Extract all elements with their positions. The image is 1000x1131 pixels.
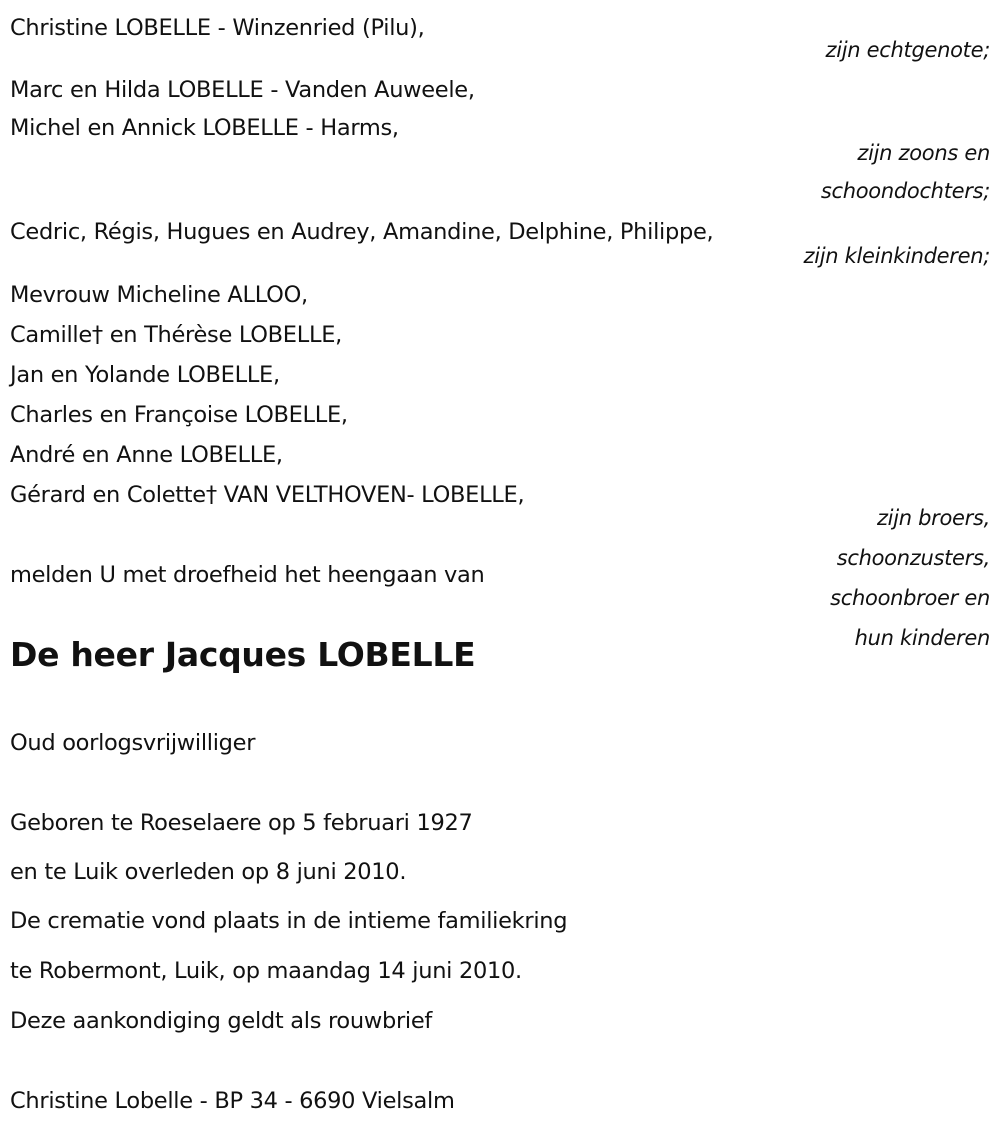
siblings-role: schoonbroer en [830, 586, 990, 610]
sibling-line: André en Anne LOBELLE, [10, 442, 283, 468]
spouse-line: Christine LOBELLE - Winzenried (Pilu), [10, 15, 425, 41]
detail-line: Geboren te Roeselaere op 5 februari 1927 [10, 810, 473, 836]
detail-line: De crematie vond plaats in de intieme familiekring [10, 908, 568, 934]
siblings-role: zijn broers, [876, 506, 990, 530]
detail-line: Deze aankondiging geldt als rouwbrief [10, 1008, 433, 1034]
deceased-title: Oud oorlogsvrijwilliger [10, 730, 256, 756]
sibling-line: Mevrouw Micheline ALLOO, [10, 282, 308, 308]
siblings-role: schoonzusters, [836, 546, 990, 570]
sibling-line: Camille† en Thérèse LOBELLE, [10, 322, 342, 348]
grandchildren-line: Cedric, Régis, Hugues en Audrey, Amandine, Delphine, Philippe, [10, 219, 714, 245]
son-line: Michel en Annick LOBELLE - Harms, [10, 115, 399, 141]
deceased-name: De heer Jacques LOBELLE [10, 635, 476, 674]
spouse-role: zijn echtgenote; [825, 38, 990, 62]
contact-address: Christine Lobelle - BP 34 - 6690 Vielsalm [10, 1088, 455, 1114]
sibling-line: Jan en Yolande LOBELLE, [10, 362, 280, 388]
sons-role: zijn zoons en [857, 141, 990, 165]
announcement: melden U met droefheid het heengaan van [10, 562, 485, 588]
sibling-line: Charles en Françoise LOBELLE, [10, 402, 348, 428]
detail-line: te Robermont, Luik, op maandag 14 juni 2010. [10, 958, 522, 984]
sons-role: schoondochters; [820, 179, 990, 203]
sibling-line: Gérard en Colette† VAN VELTHOVEN- LOBELLE, [10, 482, 525, 508]
grandchildren-role: zijn kleinkinderen; [803, 244, 990, 268]
detail-line: en te Luik overleden op 8 juni 2010. [10, 859, 407, 885]
siblings-role: hun kinderen [854, 626, 990, 650]
son-line: Marc en Hilda LOBELLE - Vanden Auweele, [10, 77, 475, 103]
